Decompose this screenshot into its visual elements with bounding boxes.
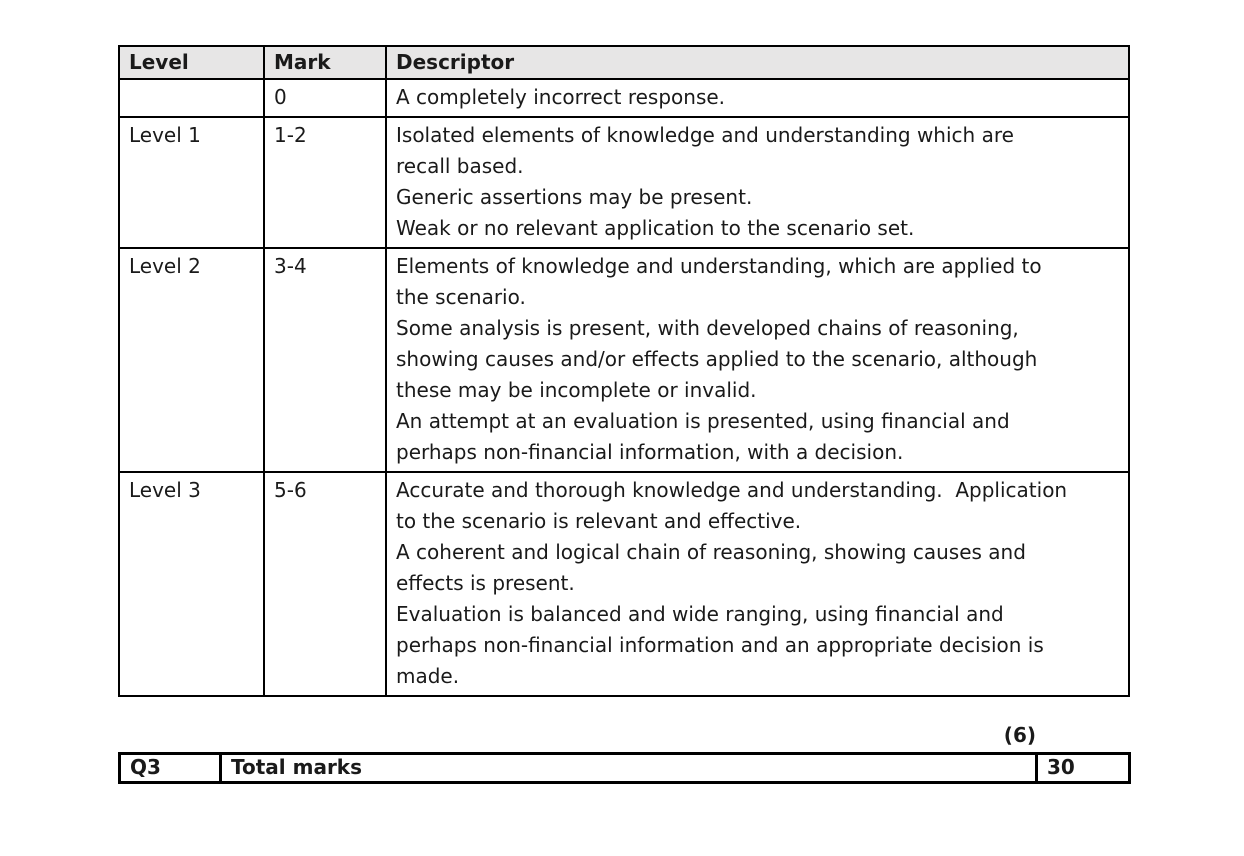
- mark-cell: 3-4: [264, 248, 386, 472]
- descriptor-line: effects is present.: [396, 571, 575, 595]
- rubric-row-0: [119, 79, 1129, 117]
- descriptor-line: Elements of knowledge and understanding, which are applied to: [396, 254, 1042, 278]
- descriptor-cell: [386, 117, 1129, 248]
- level-cell: Level 1: [119, 117, 264, 248]
- descriptor-line: showing causes and/or effects applied to the scenario, although: [396, 347, 1038, 371]
- descriptor-line: A completely incorrect response.: [396, 85, 726, 109]
- mark-cell: 5-6: [264, 472, 386, 696]
- question-number-cell: Q3: [120, 754, 221, 783]
- total-marks-row: [120, 754, 1130, 783]
- mark-cell: 1-2: [264, 117, 386, 248]
- descriptor-line: made.: [396, 664, 460, 688]
- descriptor-line: these may be incomplete or invalid.: [396, 378, 757, 402]
- descriptor-line: perhaps non-financial information and an appropriate decision is: [396, 633, 1044, 657]
- descriptor-line: Evaluation is balanced and wide ranging, using financial and: [396, 602, 1004, 626]
- descriptor-cell: [386, 248, 1129, 472]
- descriptor-line: Some analysis is present, with developed chains of reasoning,: [396, 316, 1019, 340]
- level-cell: Level 3: [119, 472, 264, 696]
- level-cell: Level 2: [119, 248, 264, 472]
- descriptor-line: Generic assertions may be present.: [396, 185, 753, 209]
- descriptor-line: the scenario.: [396, 285, 526, 309]
- descriptor-line: A coherent and logical chain of reasoning, showing causes and: [396, 540, 1026, 564]
- descriptor-line: recall based.: [396, 154, 524, 178]
- total-marks-table: [118, 752, 1131, 784]
- descriptor-line: perhaps non-financial information, with a decision.: [396, 440, 904, 464]
- descriptor-line: Isolated elements of knowledge and understanding which are: [396, 123, 1014, 147]
- header-mark: Mark: [264, 46, 386, 79]
- question-marks-note: (6): [1003, 723, 1036, 747]
- total-marks-label-cell: Total marks: [221, 754, 1037, 783]
- rubric-table: [118, 45, 1130, 697]
- descriptor-cell: [386, 472, 1129, 696]
- descriptor-line: Weak or no relevant application to the scenario set.: [396, 216, 915, 240]
- descriptor-line: to the scenario is relevant and effective.: [396, 509, 802, 533]
- mark-cell: 0: [264, 79, 386, 117]
- descriptor-line: An attempt at an evaluation is presented, using financial and: [396, 409, 1010, 433]
- rubric-row-2: [119, 248, 1129, 472]
- rubric-row-3: [119, 472, 1129, 696]
- header-level: Level: [119, 46, 264, 79]
- rubric-row-1: [119, 117, 1129, 248]
- rubric-header-row: [119, 46, 1129, 79]
- descriptor-cell: [386, 79, 1129, 117]
- descriptor-line: Accurate and thorough knowledge and understanding. Application: [396, 478, 1068, 502]
- header-descriptor: Descriptor: [386, 46, 1129, 79]
- total-marks-value-cell: 30: [1037, 754, 1130, 783]
- level-cell: [119, 79, 264, 117]
